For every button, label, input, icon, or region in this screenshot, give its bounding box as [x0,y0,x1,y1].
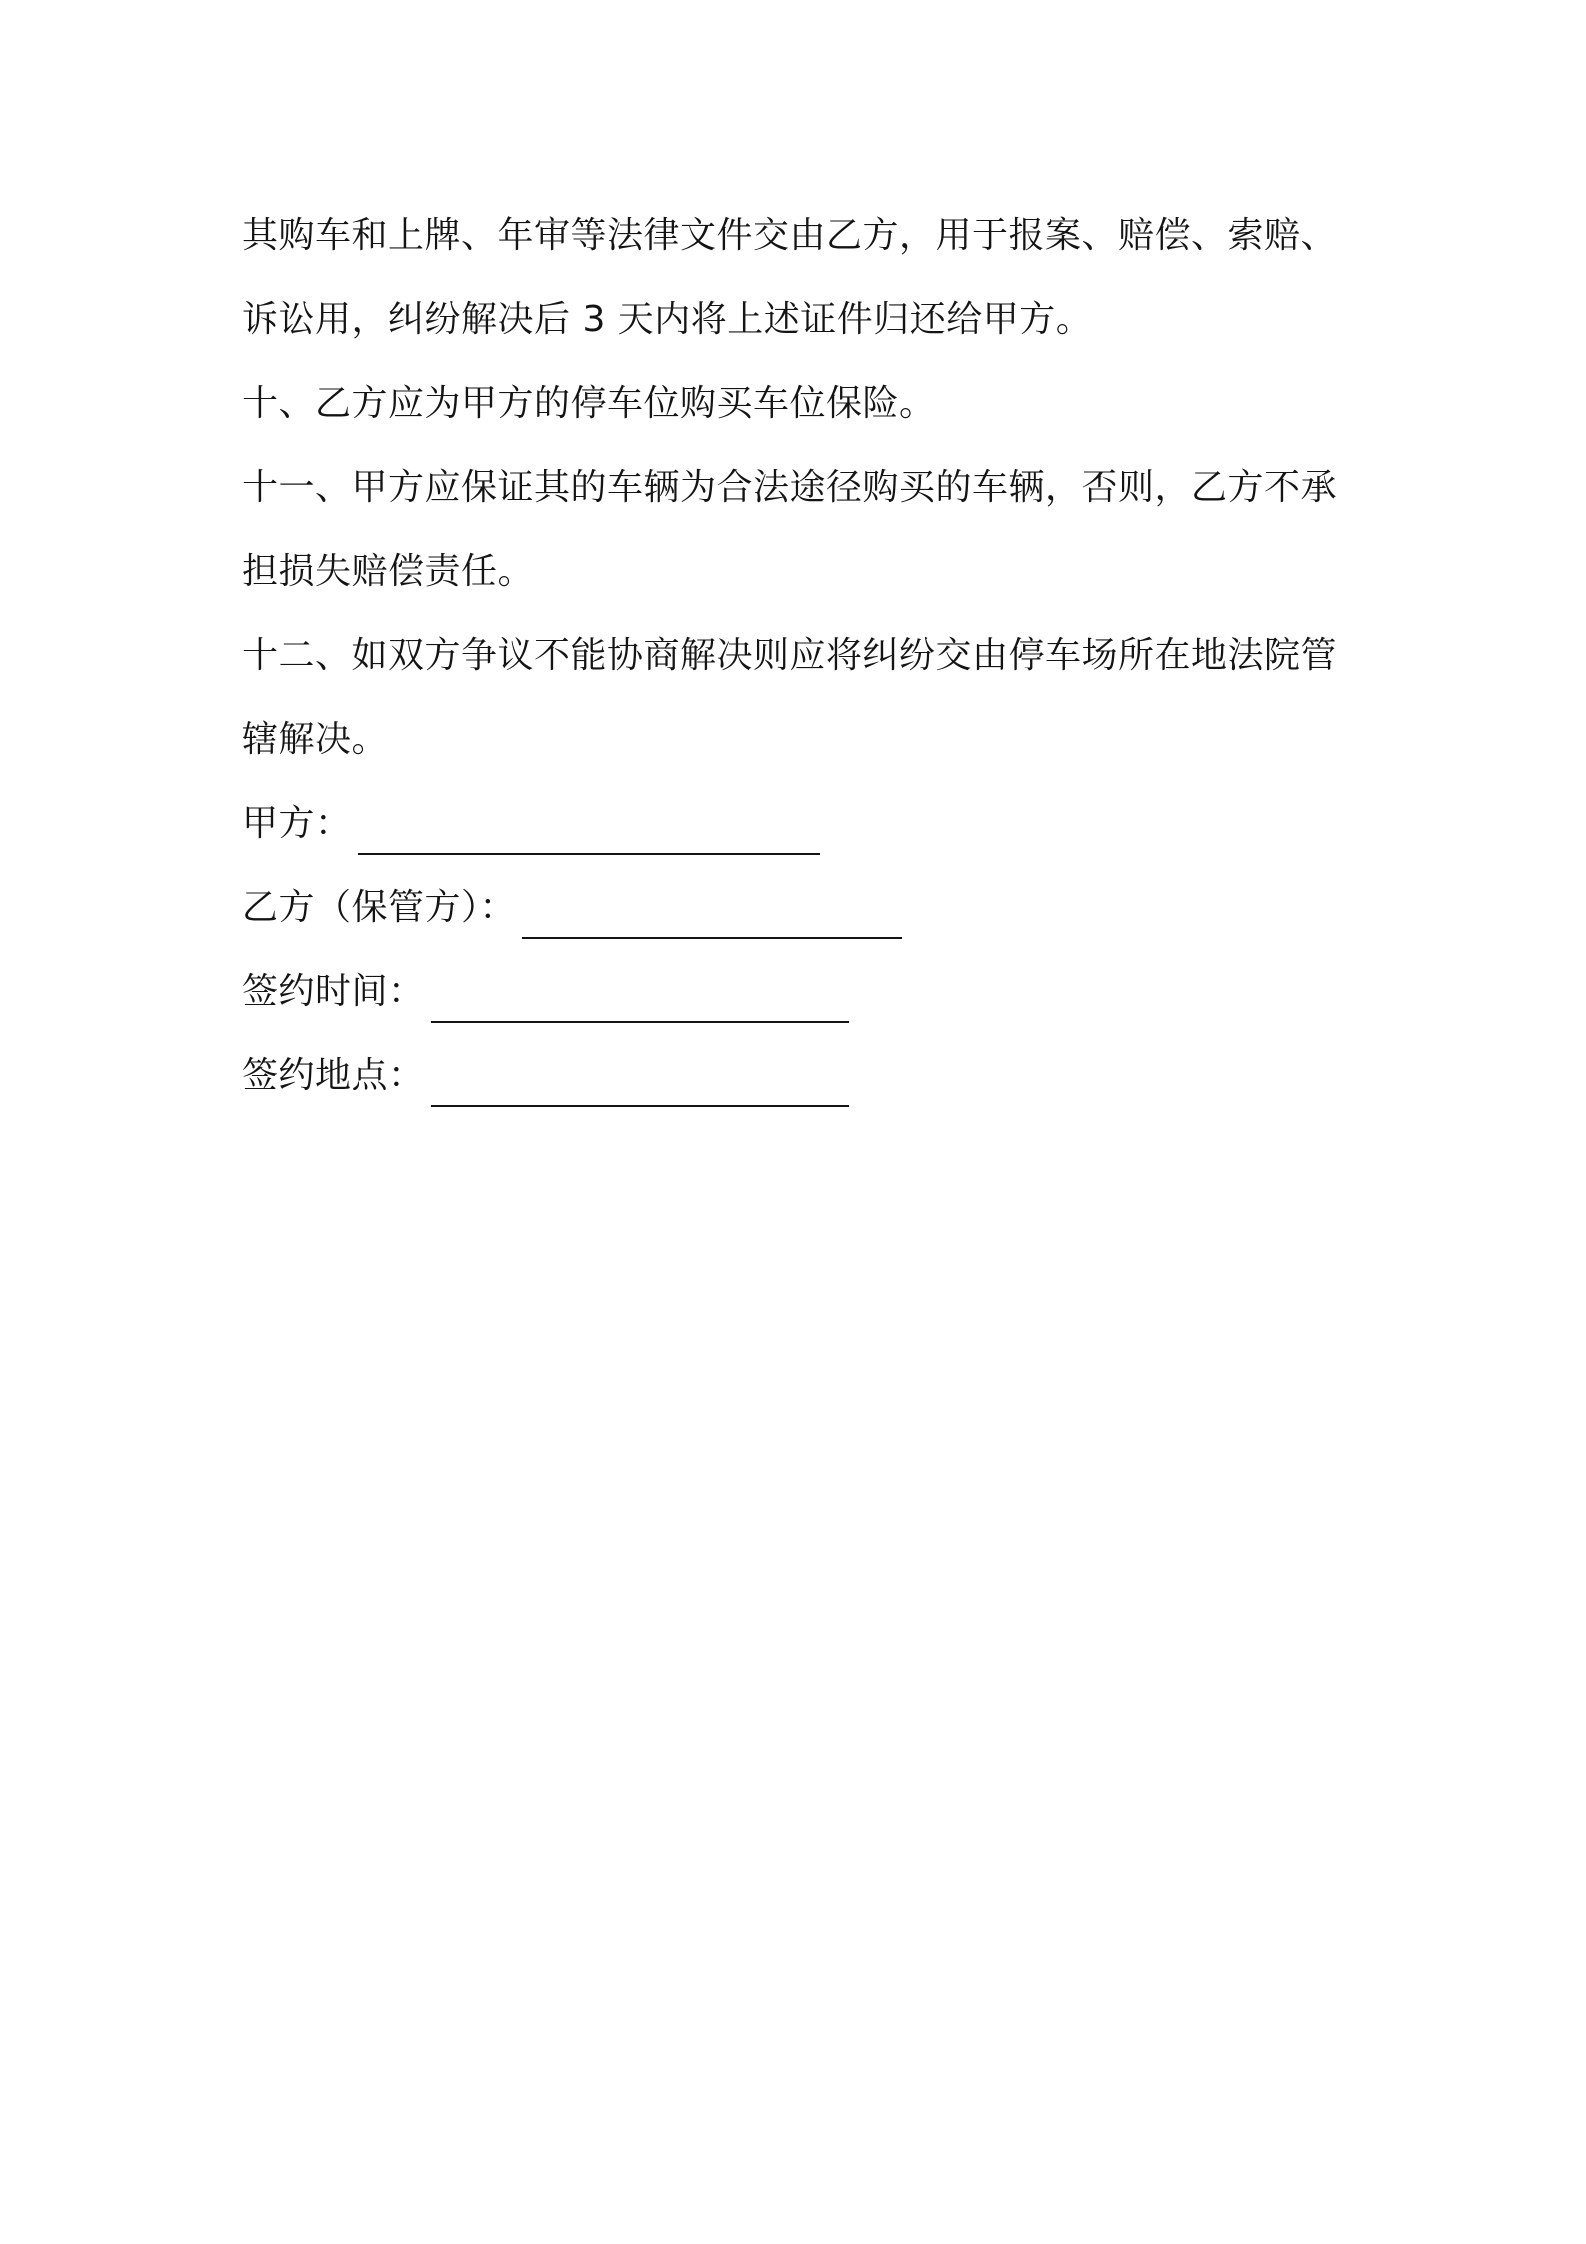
party-b-blank[interactable] [522,893,902,939]
paragraph-line: 其购车和上牌、年审等法律文件交由乙方，用于报案、赔偿、索赔、 [242,215,1338,256]
sign-time-label: 签约时间： [242,971,425,1012]
clause-twelve: 十二、如双方争议不能协商解决则应将纠纷交由停车场所在地法院管 [242,635,1338,676]
clause-ten: 十、乙方应为甲方的停车位购买车位保险。 [242,383,936,424]
clause-twelve-cont: 辖解决。 [242,719,389,760]
sign-time-blank[interactable] [431,977,849,1023]
party-b-label: 乙方（保管方）： [242,887,517,928]
sign-place-row [242,1034,1362,1118]
sign-place-label: 签约地点： [242,1055,425,1096]
clause-eleven-cont: 担损失赔偿责任。 [242,551,535,592]
party-a-label: 甲方： [242,803,352,844]
sign-time-row [242,950,1362,1034]
document-body [242,194,1362,1118]
clause-eleven: 十一、甲方应保证其的车辆为合法途径购买的车辆，否则，乙方不承 [242,467,1338,508]
paragraph-line: 诉讼用，纠纷解决后 3 天内将上述证件归还给甲方。 [242,299,1093,340]
party-a-signature-row [242,782,1362,866]
party-b-signature-row [242,866,1362,950]
party-a-blank[interactable] [358,809,820,855]
sign-place-blank[interactable] [431,1061,849,1107]
